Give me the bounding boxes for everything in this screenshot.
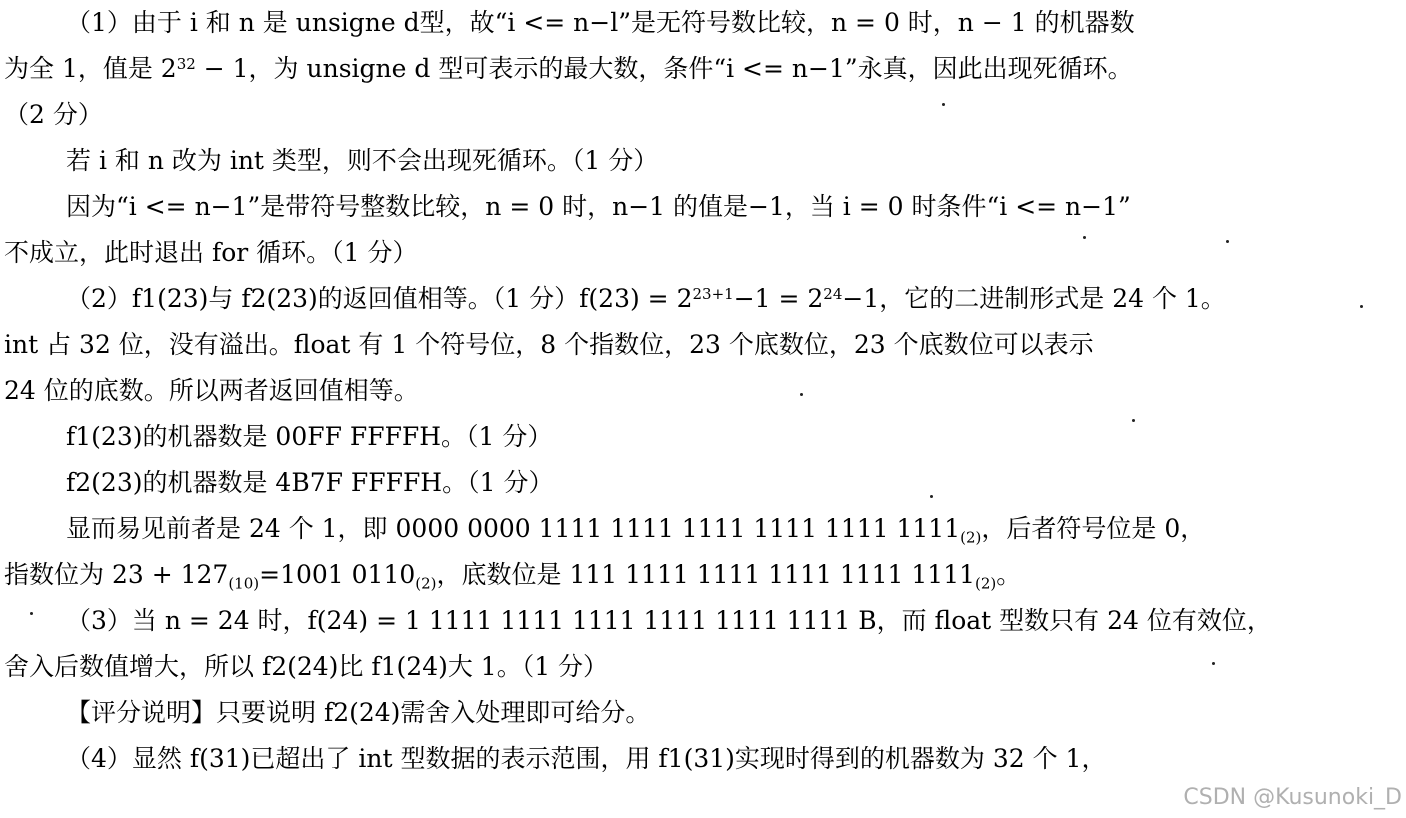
text-line: （2 分） xyxy=(4,100,103,129)
superscript: 23+1 xyxy=(692,284,734,303)
subscript: (2) xyxy=(415,574,437,593)
text-line: 【评分说明】只要说明 f2(24)需舍入处理即可给分。 xyxy=(66,698,651,727)
watermark: CSDN @Kusunoki_D xyxy=(1183,785,1402,810)
text-line: 舍入后数值增大，所以 f2(24)比 f1(24)大 1。（1 分） xyxy=(4,652,609,681)
text-line: （2）f1(23)与 f2(23)的返回值相等。（1 分）$f(23) = 2^{23+1}-1 = 2^{24}-1$，它的二进制形式是 24 个 1。 xyxy=(66,284,1226,313)
scan-speck xyxy=(1132,419,1135,422)
subscript: (2) xyxy=(960,528,982,547)
text-line: f2(23)的机器数是 4B7F FFFFH。（1 分） xyxy=(66,468,554,497)
scan-speck xyxy=(930,495,933,498)
scan-speck xyxy=(800,393,803,396)
subscript: (10) xyxy=(228,574,260,593)
scan-speck xyxy=(942,103,945,106)
text-line: （3）当 n = 24 时，f(24) = 1 1111 1111 1111 1111 1111 1111 B，而 float 型数只有 24 位有效位， xyxy=(66,606,1272,635)
superscript: 32 xyxy=(176,54,196,73)
superscript: 24 xyxy=(823,284,843,303)
text-line: 不成立，此时退出 for 循环。（1 分） xyxy=(4,238,418,267)
text-line: 24 位的底数。所以两者返回值相等。 xyxy=(4,376,419,405)
subscript: (2) xyxy=(975,574,997,593)
scan-speck xyxy=(30,612,33,615)
text-line: （1）由于 i 和 n 是 unsigne d型，故“i <= n−l”是无符号数比较，n = 0 时，n − 1 的机器数 xyxy=(66,8,1135,37)
text-line: 因为“i <= n−1”是带符号整数比较，n = 0 时，n−1 的值是−1，当 i = 0 时条件“i <= n−1” xyxy=(66,192,1131,221)
text-line: 为全 1，值是 $2^{32} - 1$，为 unsigne d 型可表示的最大数，条件“i <= n−1”永真，因此出现死循环。 xyxy=(4,54,1133,83)
text-line: 若 i 和 n 改为 int 类型，则不会出现死循环。（1 分） xyxy=(66,146,659,175)
text-line: 指数位为 $23 + 127_{(10)}=1001$ $0110_{(2)}$，底数位是 111 1111 1111 1111 1111 $1111_{(2)}$。 xyxy=(4,560,1022,593)
text-line: f1(23)的机器数是 00FF FFFFH。（1 分） xyxy=(66,422,553,451)
scan-speck xyxy=(1360,305,1363,308)
scan-speck xyxy=(1226,240,1229,243)
scan-speck xyxy=(1212,662,1215,665)
text-line: 显而易见前者是 24 个 1，即 0000 0000 1111 1111 1111 1111 1111 $1111_{(2)}$，后者符号位是 0， xyxy=(66,514,1206,547)
scan-speck xyxy=(1083,236,1086,239)
text-line: （4）显然 f(31)已超出了 int 型数据的表示范围，用 f1(31)实现时得到的机器数为 32 个 1， xyxy=(66,744,1107,773)
text-line: int 占 32 位，没有溢出。float 有 1 个符号位，8 个指数位，23 个底数位，23 个底数位可以表示 xyxy=(4,330,1094,359)
